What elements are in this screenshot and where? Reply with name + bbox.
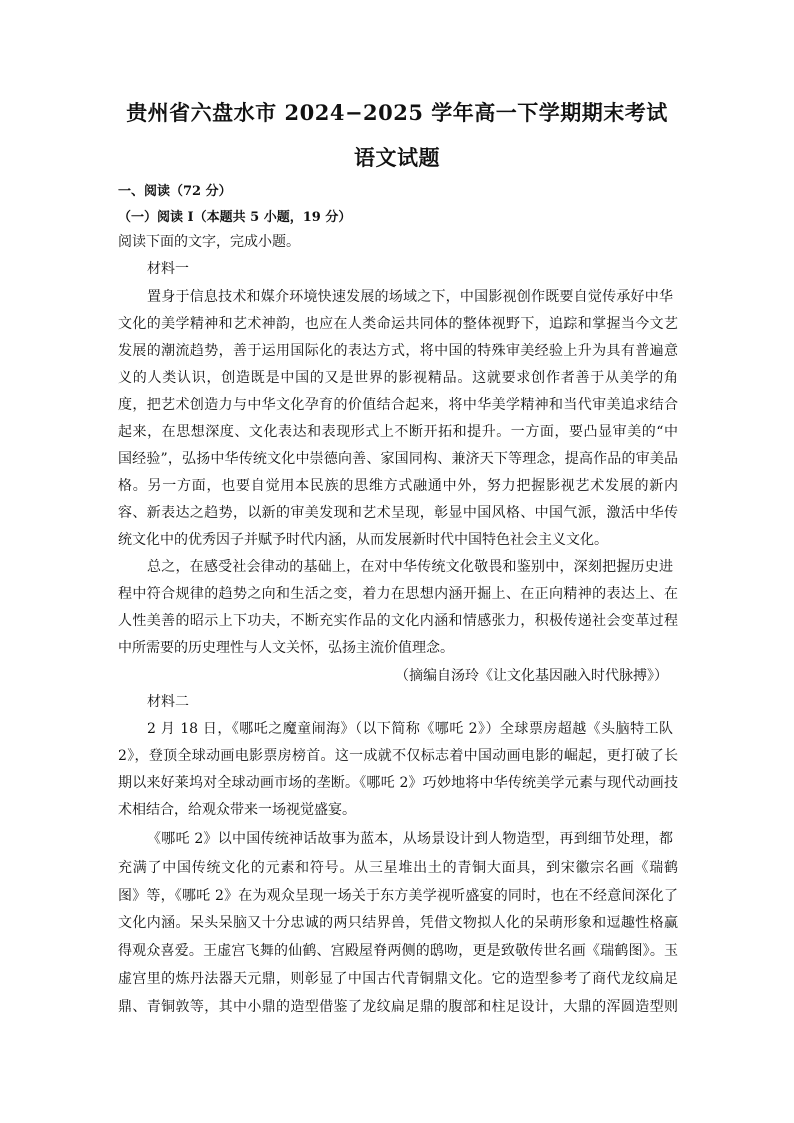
material-1-line: 发展的潮流趋势，善于运用国际化的表达方式，将中国的特殊审美经验上升为具有普遍意 [118,343,678,359]
material-1-line: 统文化中的优秀因子并赋予时代内涵，从而发展新时代中国特色社会主义文化。 [118,532,608,548]
material-1-line: 格。另一方面，也要自觉用本民族的思维方式融通中外，努力把握影视艺术发展的新内 [118,478,678,494]
material-2-line: 《哪吒 2》以中国传统神话故事为蓝本，从场景设计到人物造型，再到细节处理，都 [147,831,673,847]
material-1-label: 材料一 [147,261,189,277]
exam-subtitle: 语文试题 [354,145,440,170]
material-1-line: 义的人类认识，创造既是中国的又是世界的影视精品。这就要求创作者善于从美学的角 [118,370,678,386]
material-2-line: 鼎、青铜敦等，其中小鼎的造型借鉴了龙纹扁足鼎的腹部和柱足设计，大鼎的浑圆造型则 [118,999,678,1015]
material-2-line: 期以来好莱坞对全球动画市场的垄断。《哪吒 2》巧妙地将中华传统美学元素与现代动画技 [118,775,678,791]
exam-title: 贵州省六盘水市 2024−2025 学年高一下学期期末考试 [126,100,668,125]
material-1-line: 程中符合规律的趋势之向和生活之变，着力在思想内涵开掘上、在正向精神的表达上、在 [118,586,678,602]
material-2-line: 图》等，《哪吒 2》在为观众呈现一场关于东方美学视听盛宴的同时，也在不经意间深化了 [118,888,678,904]
material-1-line: 文化的美学精神和艺术神韵，也应在人类命运共同体的整体视野下，追踪和掌握当今文艺 [118,316,678,332]
material-2-line: 2》，登顶全球动画电影票房榜首。这一成就不仅标志着中国动画电影的崛起，更打破了长 [118,748,678,764]
subsection-heading: （一）阅读 I（本题共 5 小题，19 分） [118,210,352,225]
material-1-line: 总之，在感受社会律动的基础上，在对中华传统文化敬畏和鉴别中，深刻把握历史进 [147,559,673,575]
material-2-line: 术相结合，给观众带来一场视觉盛宴。 [118,802,356,818]
material-1-source: （摘编自汤玲《让文化基因融入时代脉搏》） [395,668,668,684]
material-1-line: 中所需要的历史理性与人文关怀，弘扬主流价值理念。 [118,640,454,656]
material-1-line: 国经验”，弘扬中华传统文化中崇德向善、家国同构、兼济天下等理念，提高作品的审美品 [118,451,678,467]
material-1-line: 起来，在思想深度、文化表达和表现形式上不断开拓和提升。一方面，要凸显审美的“中 [118,424,678,440]
section-heading: 一、阅读（72 分） [118,184,232,199]
material-2-line: 充满了中国传统文化的元素和符号。从三星堆出土的青铜大面具，到宋徽宗名画《瑞鹤 [118,860,678,876]
material-1-line: 容、新表达之趋势，以新的审美发现和艺术呈现，彰显中国风格、中国气派，激活中华传 [118,505,678,521]
material-2-line: 得观众喜爱。王虚宫飞舞的仙鹤、宫殿屋脊两侧的鸱吻，更是致敬传世名画《瑞鹤图》。玉 [118,943,678,959]
material-2-line: 2 月 18 日，《哪吒之魔童闹海》（以下简称《哪吒 2》）全球票房超越《头脑特工队 [147,721,673,737]
material-1-line: 人性美善的昭示上下功夫，不断充实作品的文化内涵和情感张力，积极传递社会变革过程 [118,613,678,629]
instruction-text: 阅读下面的文字，完成小题。 [118,234,300,250]
material-1-line: 置身于信息技术和媒介环境快速发展的场域之下，中国影视创作既要自觉传承好中华 [147,289,673,305]
material-2-line: 虚宫里的炼丹法器天元鼎，则彰显了中国古代青铜鼎文化。它的造型参考了商代龙纹扁足 [118,971,678,987]
material-1-line: 度，把艺术创造力与中华文化孕育的价值结合起来，将中华美学精神和当代审美追求结合 [118,397,678,413]
material-2-line: 文化内涵。呆头呆脑又十分忠诚的两只结界兽，凭借文物拟人化的呆萌形象和逗趣性格赢 [118,915,678,931]
material-2-label: 材料二 [147,694,189,710]
